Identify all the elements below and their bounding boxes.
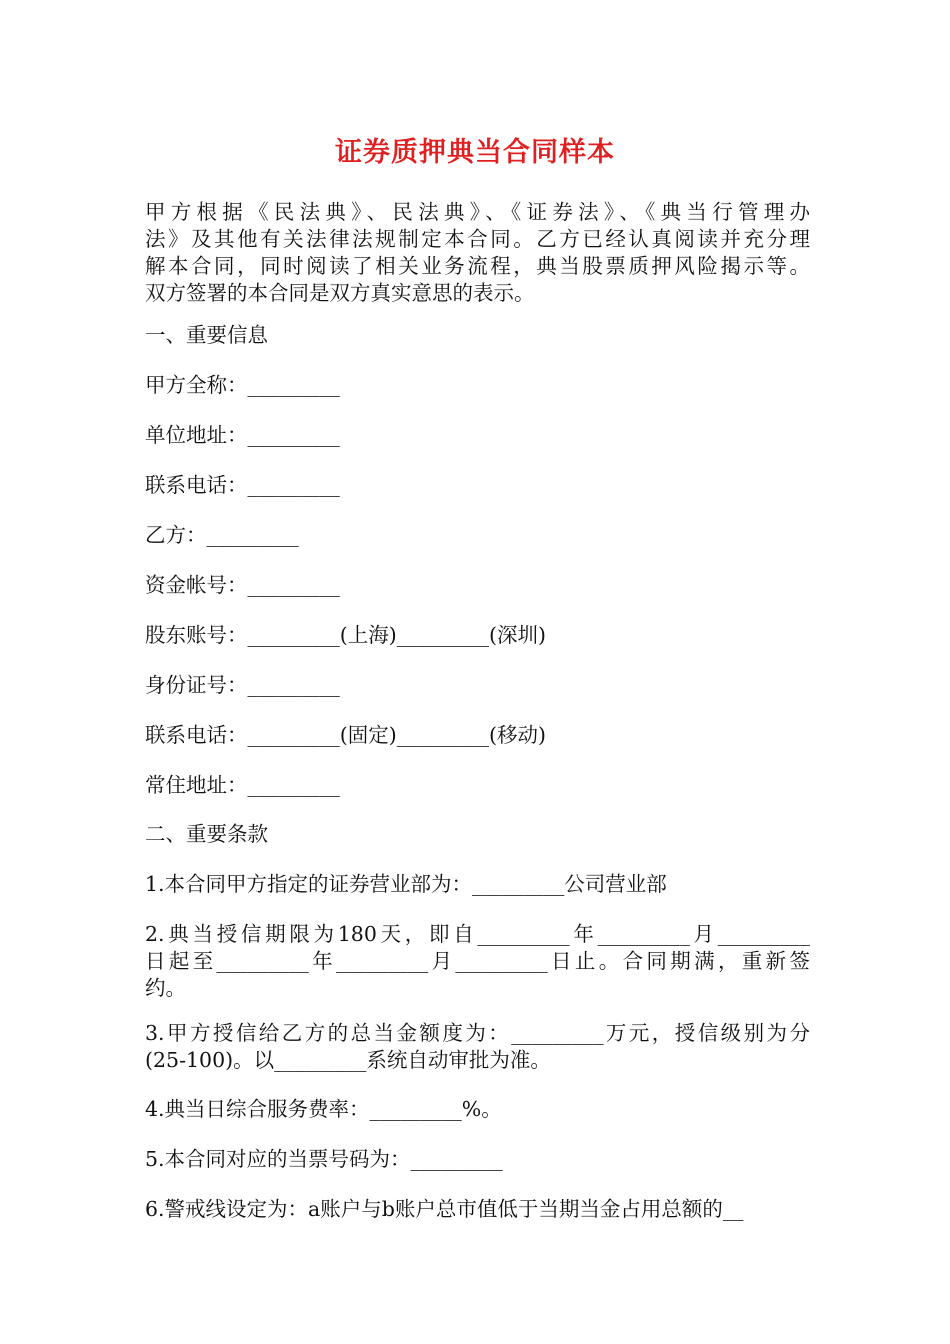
field-party-b: [145, 522, 810, 549]
intro-line: 解本合同，同时阅读了相关业务流程，典当股票质押风险揭示等。: [145, 254, 810, 278]
field-shareholder-account: [145, 622, 810, 649]
field-party-b-phone: [145, 722, 810, 749]
clause-line: 3.甲方授信给乙方的总当金额度为：_________万元，授信级别为分: [145, 1021, 810, 1045]
field-text: 资金帐号：_________: [145, 573, 340, 597]
field-text: 股东账号：_________(上海)_________(深圳): [145, 623, 546, 647]
clause-6: [145, 1196, 810, 1223]
intro-paragraph: [145, 199, 810, 307]
clause-line: (25-100)。以_________系统自动审批为准。: [145, 1048, 551, 1072]
section2-heading: [145, 821, 810, 848]
field-fund-account: [145, 572, 810, 599]
field-text: 联系电话：_________: [145, 473, 340, 497]
clause-3: [145, 1020, 810, 1074]
field-text: 乙方：_________: [145, 523, 299, 547]
clause-line: 2.典当授信期限为180天，即自_________年_________月_________: [145, 922, 810, 946]
clause-2: [145, 921, 810, 1002]
field-text: 单位地址：_________: [145, 423, 340, 447]
field-residence-address: [145, 772, 810, 799]
intro-line: 甲方根据《民法典》、民法典》、《证券法》、《典当行管理办: [145, 200, 810, 224]
document-title: 证券质押典当合同样本: [335, 137, 615, 168]
section1-heading: [145, 322, 810, 349]
field-text: 甲方全称：_________: [145, 373, 340, 397]
field-party-a-name: [145, 372, 810, 399]
clause-line: 日起至_________年_________月_________日止。合同期满，重新签: [145, 949, 810, 973]
field-party-a-phone: [145, 472, 810, 499]
clause-line: 6.警戒线设定为：a账户与b账户总市值低于当期当金占用总额的__: [145, 1197, 744, 1221]
clause-line: 5.本合同对应的当票号码为：_________: [145, 1147, 503, 1171]
clause-line: 4.典当日综合服务费率：_________%。: [145, 1097, 502, 1121]
intro-line: 双方签署的本合同是双方真实意思的表示。: [145, 281, 535, 305]
field-company-address: [145, 422, 810, 449]
field-text: 身份证号：_________: [145, 673, 340, 697]
clause-4: [145, 1096, 810, 1123]
clause-line: 约。: [145, 976, 186, 1000]
field-text: 联系电话：_________(固定)_________(移动): [145, 723, 546, 747]
clause-1: [145, 871, 810, 898]
field-id-number: [145, 672, 810, 699]
intro-line: 法》及其他有关法律法规制定本合同。乙方已经认真阅读并充分理: [145, 227, 810, 251]
clause-line: 1.本合同甲方指定的证券营业部为：_________公司营业部: [145, 872, 667, 896]
field-text: 常住地址：_________: [145, 773, 340, 797]
clause-5: [145, 1146, 810, 1173]
section-heading-text: 一、重要信息: [145, 323, 268, 347]
section-heading-text: 二、重要条款: [145, 822, 268, 846]
